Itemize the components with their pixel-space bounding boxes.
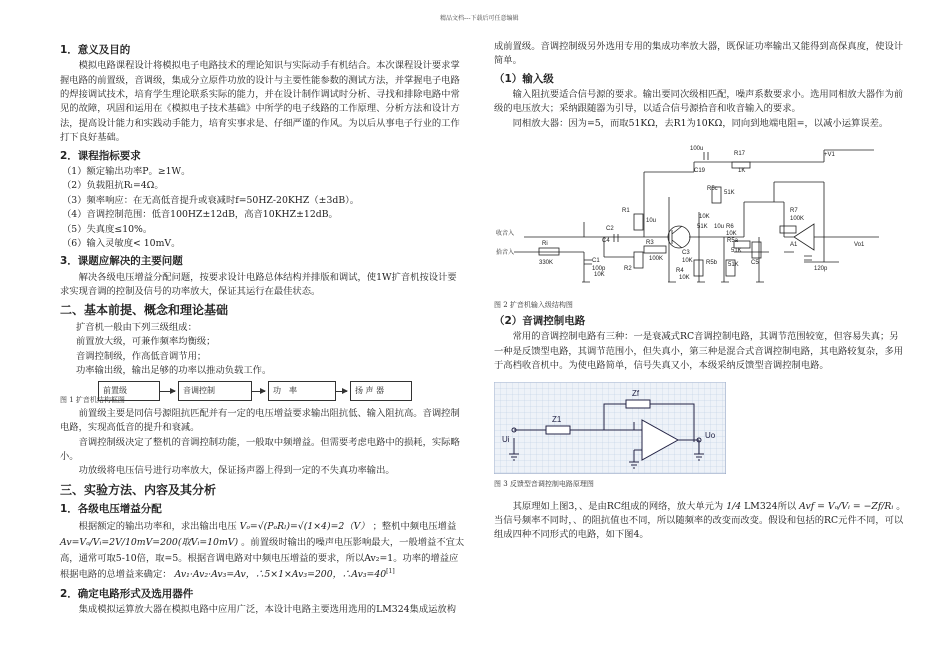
component-label: R3: [646, 240, 654, 246]
fig3-caption: 图 3 反馈型音调控制电路原理图: [494, 480, 594, 488]
header-note: 精品文档---下载后可任意编辑: [440, 15, 519, 22]
tone-text: LM324所以: [744, 500, 797, 512]
component-label: Ri: [542, 241, 548, 247]
component-label: 51K: [724, 190, 735, 196]
spec-item: （2）负载阻抗Rₗ=4Ω。: [62, 180, 164, 192]
section-3-title: 3．课题应解决的主要问题: [60, 255, 183, 268]
component-label: 10u: [714, 224, 725, 230]
stage-gain-formula: Av₁·Av₂·Av₃=Av，∴5×1×Av₃=200，∴Av₃=40: [174, 569, 387, 581]
gain-paragraph: [60, 519, 465, 584]
block-tone: 音调控制: [178, 381, 252, 401]
component-label: R6: [726, 224, 734, 230]
subsection-1-title: 1．各级电压增益分配: [60, 503, 162, 516]
tone-control-schematic: [494, 382, 726, 474]
paragraph: 成前置级。音调控制级另外选用专用的集成功率放大器，既保证功率输出又能得到高保真度，使设计简单。: [494, 41, 904, 67]
component-label: R1: [622, 208, 630, 214]
z1-label: Z1: [552, 415, 562, 424]
supply-label: +V1: [824, 152, 835, 158]
component-label: 10K: [679, 275, 690, 281]
tone-paragraph: [494, 500, 906, 542]
component-label: 10K: [682, 258, 693, 264]
subsection-2-title: 2．确定电路形式及选用器件: [60, 587, 194, 600]
component-label: 1K: [738, 168, 746, 174]
component-label: 10K: [699, 214, 710, 220]
fig2-caption: 图 2 扩音机输入级结构图: [494, 301, 573, 309]
ui-label: Ui: [502, 435, 510, 444]
left-column: [60, 40, 465, 617]
paragraph: 输入阻抗要适合信号源的要求。输出要同次级相匹配，噪声系数要求小。选用同相放大器作为前级的电压放大；采纳跟随器为引导，以适合信号源拾音和收音输入的要求。: [494, 89, 904, 115]
block-power: 功 率: [268, 381, 336, 401]
input-stage-title: （1）输入级: [494, 72, 554, 85]
component-label: R7: [790, 208, 798, 214]
component-label: C19: [694, 168, 706, 174]
gain-text: 根据额定的输出功率和，求出输出电压: [78, 520, 237, 532]
input-stage-schematic: [494, 142, 894, 292]
component-label: C4: [602, 238, 610, 244]
stage-line: 前置放大级，可兼作频率均衡级；: [76, 336, 216, 348]
spec-item: （6）输入灵敏度< 10mV。: [62, 238, 181, 249]
output-voltage-formula: Vₒ=√(PₒRₗ)=√(1×4)=2（V）: [239, 520, 370, 532]
component-label: 51K: [728, 262, 739, 268]
right-column: [494, 40, 906, 131]
chapter-2-title: 二、基本前提、概念和理论基础: [60, 303, 229, 318]
component-label: 100p: [592, 266, 606, 272]
gain-text: 。前置级时输出的噪声电压影响最大，一般增益不宜太高，通常可取5-10倍，取=5。根据音调电路对中频电压增益的要求，所以Av₂=1。功率的增益应根据电路的总增益来确定：: [60, 536, 465, 581]
component-label: R5b: [706, 260, 718, 266]
output-label: Vo1: [854, 242, 865, 248]
tone-text: 其原理如上图3，、是由RC组成的网络，放大单元为: [512, 500, 724, 512]
component-label: C1: [592, 258, 600, 264]
tone-stage-title: （2）音调控制电路: [494, 314, 586, 327]
stage-line: 功率输出级，输出足够的功率以推动负载工作。: [76, 365, 272, 377]
zf-label: Zf: [632, 389, 640, 398]
component-label: 51K: [731, 248, 742, 254]
right-column-bottom: [494, 479, 906, 542]
component-label: C2: [606, 226, 614, 232]
fig1-caption: 图 1 扩音机结构框图: [60, 395, 125, 404]
component-label: R17: [734, 151, 746, 157]
spec-item: （5）失真度≤10%。: [62, 223, 153, 235]
component-label: C5: [751, 260, 759, 266]
paragraph: 功放级将电压信号进行功率放大，保证扬声器上得到一定的不失真功率输出。: [78, 465, 395, 477]
uo-label: Uo: [705, 431, 716, 440]
component-label: 100K: [649, 256, 664, 262]
opamp-label: A1: [790, 242, 798, 248]
block-arrow: [251, 391, 265, 392]
component-label: 51K: [697, 224, 708, 230]
gain-text: ；整机中频电压增益: [372, 520, 457, 532]
section-3-text: 解决各级电压增益分配问题，按要求设计电路总体结构并排版和调试，使1W扩音机按设计要求实现音调的控制及信号的功率放大，保证其运行在最佳状态。: [60, 271, 457, 298]
component-label: 100K: [790, 216, 805, 222]
block-arrow: [159, 391, 175, 392]
input-label-pickup: 拾音入: [496, 250, 515, 256]
component-label: R5a: [727, 238, 739, 244]
component-label: C3: [682, 250, 690, 256]
component-label: 120p: [814, 266, 828, 272]
component-label: R4: [676, 268, 684, 274]
component-label: 10K: [594, 272, 605, 278]
gain-formula: Av=Vₒ/Vᵢ=2V/10mV=200(取Vᵢ=10mV): [60, 536, 239, 548]
component-label: 10K: [726, 231, 737, 237]
paragraph: 集成模拟运算放大器在模拟电路中应用广泛，本设计电路主要选用选用的LM324集成运放构: [78, 604, 457, 616]
paragraph: 常用的音调控制电路有三种：一是衰减式RC音调控制电路，其调节范围较宽，但容易失真；另一种是反馈型电路，其调节范围小，但失真小，第三种是混合式音调控制电路，其电路较复杂，多用于高档收音机中。为使电路简单，信号失真又小，本级采纳反馈型音调控制电路。: [494, 331, 904, 371]
paragraph: 同相放大器：因为=5，而取51KΩ，去R1为10KΩ，同向到地端电阻=，以减小运算误差。: [512, 117, 889, 129]
component-label: 100u: [690, 146, 704, 152]
block-speaker: 扬 声 器: [350, 381, 412, 401]
stage-line: 音调控制级，作高低音调节用；: [76, 350, 207, 362]
fraction: 1/4: [726, 500, 742, 512]
reference-mark: [1]: [386, 568, 395, 576]
spec-item: （4）音调控制范围：低音100HZ±12dB，高音10KHZ±12dB。: [62, 209, 338, 221]
block-arrow: [335, 391, 347, 392]
right-column-middle: [494, 300, 906, 373]
paragraph: 音调控制级决定了整机的音调控制功能，一般取中频增益。但需要考虑电路中的损耗，实际略小。: [60, 436, 460, 462]
component-label: R2: [624, 266, 632, 272]
tone-text: 。当信号频率不同时，、的阻抗值也不同，所以随频率的改变而改变。假设和包括的RC元件不同，可以组成四种不同形式的电路，如下图4。: [494, 500, 906, 540]
stage-line: 扩音机一般由下列三级组成：: [76, 322, 197, 334]
paragraph: 前置级主要是同信号源阻抗匹配并有一定的电压增益要求输出阻抗低、输入阻抗高。音调控制电路，实现高低音的提升和衰减。: [60, 407, 460, 434]
component-label: 10u: [646, 218, 657, 224]
section-1-title: 1．意义及目的: [60, 44, 131, 56]
block-diagram: [60, 379, 465, 405]
section-1-text: 模拟电路课程设计将模拟电子电路技术的理论知识与实际动手有机结合。本次课程设计要求掌握电路的前置级，音调级，集成分立原件功放的设计与主要性能参数的测试方法，并掌握电子电路的焊接调试技术，培育学生理论联系实际的能力，并在设计制作调试时分析、寻找和排除电路中常见的故障，巩固和运用在《模拟电子技术基础》中所学的电子线路的工作原理、分析方法和设计方法，提高设计能力和实践动手能力，培育实事求是、仔细严谨的作风。为以后从事电子行业的工作打下良好基础。: [60, 60, 460, 144]
spec-item: （1）额定输出功率P。≥1W。: [62, 165, 191, 177]
component-label: 330K: [539, 260, 554, 266]
section-2-title: 2．课程指标要求: [60, 149, 141, 162]
spec-item: （3）频率响应：在无高低音提升或衰减时f=50HZ-20KHZ（±3dB）。: [62, 194, 360, 206]
chapter-3-title: 三、实验方法、内容及其分析: [60, 482, 217, 497]
tone-gain-formula: Avf = Vₒ/Vᵢ = −Zf/Rᵢ: [799, 500, 894, 512]
input-label-radio: 收音入: [496, 231, 515, 237]
component-label: R5c: [707, 186, 718, 192]
block-preamp: 前置级: [98, 381, 160, 401]
